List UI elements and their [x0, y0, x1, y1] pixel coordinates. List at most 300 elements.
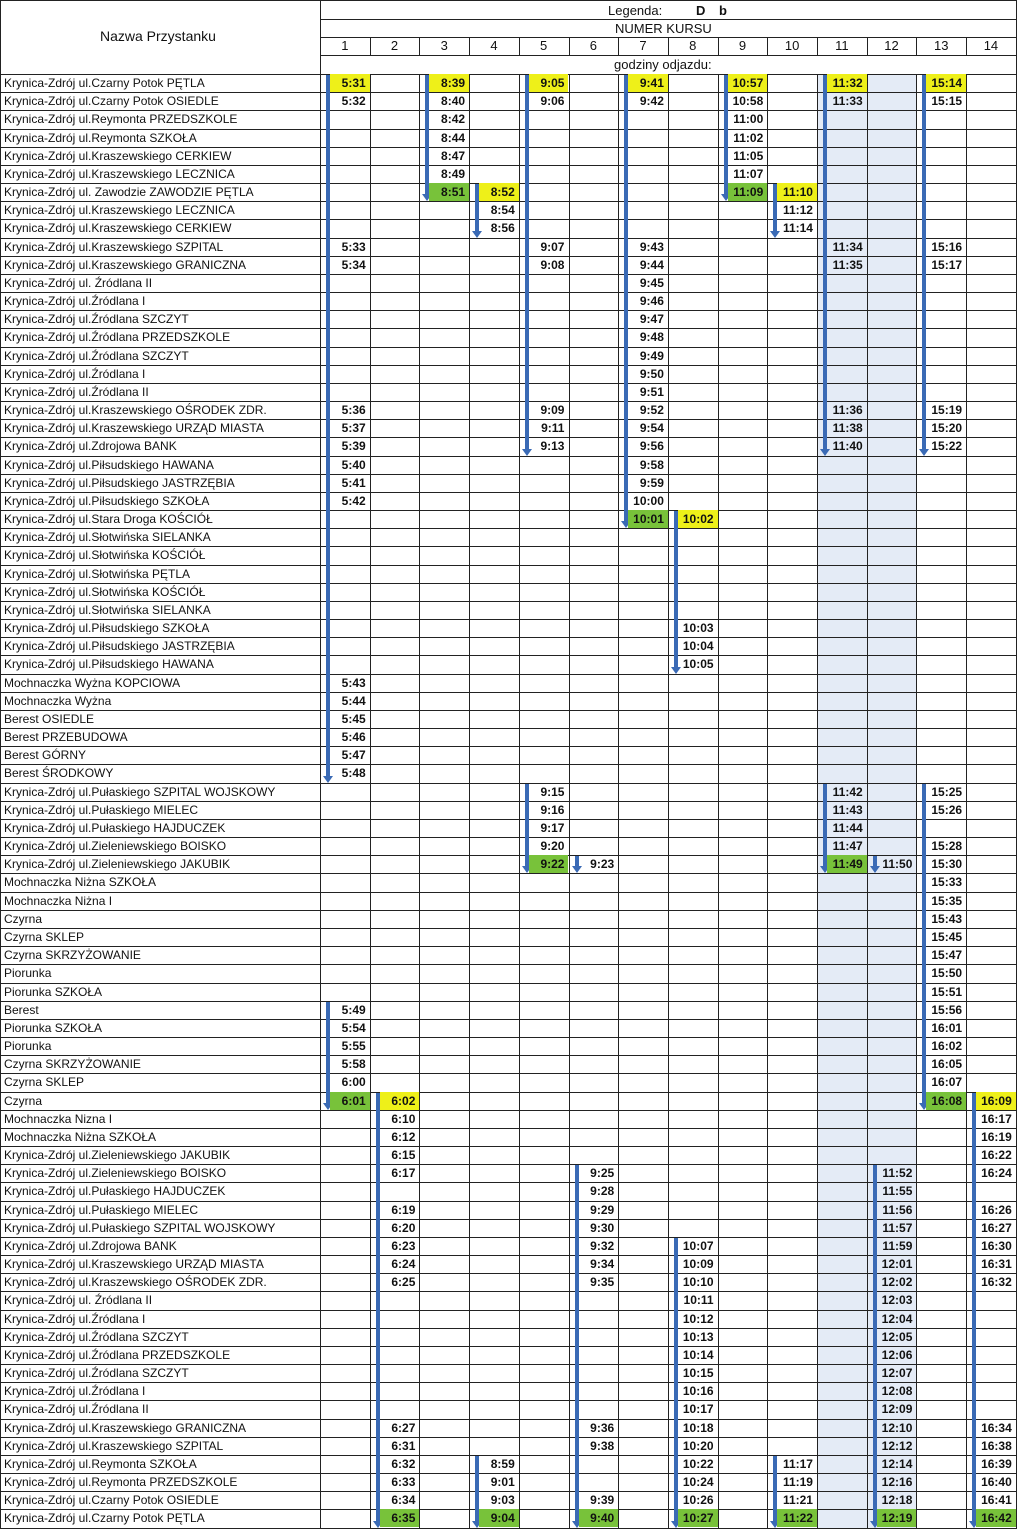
- departure-time: 11:36: [832, 403, 863, 418]
- departure-time: 10:58: [732, 94, 764, 109]
- departure-time: 9:35: [590, 1275, 615, 1290]
- departure-time: 9:51: [639, 384, 664, 399]
- departure-time: 5:46: [341, 730, 366, 745]
- departure-time: 12:04: [881, 1311, 913, 1326]
- departure-time: 15:50: [931, 966, 963, 981]
- departure-time: 16:08: [926, 1092, 966, 1110]
- column-divider: [618, 37, 619, 55]
- departure-time: 11:59: [882, 1238, 913, 1253]
- header-line: [320, 19, 1017, 20]
- departure-time: 16:32: [981, 1275, 1012, 1290]
- departure-time: 16:27: [981, 1220, 1012, 1235]
- stop-name: Krynica-Zdrój ul.Źródlana PRZEDSZKOLE: [4, 1347, 231, 1362]
- stop-name: Krynica-Zdrój ul.Zieleniewskiego JAKUBIK: [4, 857, 231, 872]
- departure-time: 9:56: [639, 439, 664, 454]
- departure-time: 6:12: [391, 1129, 416, 1144]
- departure-time: 11:44: [832, 820, 863, 835]
- stop-name: Krynica-Zdrój ul.Źródlana I: [4, 366, 146, 381]
- stop-name: Krynica-Zdrój ul.Reymonta SZKOŁA: [4, 130, 197, 145]
- departure-time: 11:57: [882, 1220, 913, 1235]
- departure-times-header: godziny odjazdu:: [614, 57, 712, 72]
- column-divider: [718, 37, 719, 55]
- stop-name: Krynica-Zdrój ul.Piłsudskiego JASTRZĘBIA: [4, 639, 235, 654]
- stop-name: Krynica-Zdrój ul.Kraszewskiego SZPITAL: [4, 239, 224, 254]
- departure-time: 12:08: [881, 1384, 913, 1399]
- departure-time: 10:17: [682, 1402, 714, 1417]
- departure-time: 11:10: [777, 183, 817, 201]
- departure-time: 6:32: [391, 1456, 416, 1471]
- departure-time: 8:47: [441, 148, 466, 163]
- stop-name: Krynica-Zdrój ul.Pułaskiego SZPITAL WOJSKOWY: [4, 784, 276, 799]
- departure-time: 10:05: [682, 657, 714, 672]
- departure-time: 9:08: [540, 257, 565, 272]
- departure-time: 9:39: [590, 1493, 615, 1508]
- departure-time: 15:51: [931, 984, 963, 999]
- departure-time: 6:00: [341, 1075, 366, 1090]
- departure-time: 15:20: [931, 421, 963, 436]
- departure-time: 15:22: [931, 439, 963, 454]
- stop-name: Krynica-Zdrój ul.Zdrojowa BANK: [4, 439, 177, 454]
- departure-time: 9:04: [479, 1509, 519, 1527]
- column-divider: [767, 37, 768, 55]
- departure-time: 6:24: [391, 1257, 416, 1272]
- departure-time: 9:15: [540, 784, 565, 799]
- departure-time: 6:33: [391, 1475, 416, 1490]
- departure-time: 16:02: [931, 1039, 963, 1053]
- departure-time: 5:55: [341, 1039, 366, 1053]
- legend-label: Legenda:: [608, 3, 663, 18]
- departure-time: 15:16: [931, 239, 963, 254]
- departure-time: 9:05: [529, 74, 569, 92]
- departure-time: 9:32: [590, 1238, 615, 1253]
- departure-time: 11:35: [832, 257, 863, 272]
- departure-time: 5:48: [341, 766, 366, 781]
- stop-name: Krynica-Zdrój ul.Piłsudskiego JASTRZĘBIA: [4, 475, 235, 490]
- departure-time: 10:57: [728, 74, 768, 92]
- departure-time: 9:42: [639, 94, 664, 109]
- departure-time: 12:09: [881, 1402, 913, 1417]
- departure-time: 11:40: [832, 439, 863, 454]
- departure-time: 10:12: [682, 1311, 714, 1326]
- course-number: 4: [490, 38, 498, 53]
- departure-time: 12:18: [881, 1493, 913, 1508]
- departure-time: 16:05: [931, 1057, 963, 1072]
- departure-time: 10:09: [682, 1257, 714, 1272]
- stop-name: Krynica-Zdrój ul.Kraszewskiego LECZNICA: [4, 203, 235, 218]
- departure-time: 16:26: [981, 1202, 1012, 1217]
- departure-time: 15:30: [931, 857, 963, 872]
- stop-name: Krynica-Zdrój ul.Czarny Potok PĘTLA: [4, 1511, 205, 1526]
- departure-time: 5:42: [341, 493, 366, 508]
- column-divider: [867, 37, 868, 55]
- stop-name: Mochnaczka Wyżna: [4, 693, 112, 708]
- stop-name: Berest PRZEBUDOWA: [4, 730, 128, 745]
- table-left-border: [0, 0, 1, 1528]
- column-divider: [519, 37, 520, 55]
- stop-name: Krynica-Zdrój ul.Źródlana SZCZYT: [4, 348, 189, 363]
- departure-time: 9:47: [639, 312, 664, 327]
- departure-time: 10:14: [682, 1347, 714, 1362]
- departure-time: 10:04: [682, 639, 714, 654]
- departure-time: 15:45: [931, 929, 963, 944]
- departure-time: 10:11: [683, 1293, 714, 1308]
- departure-time: 9:09: [540, 403, 565, 418]
- departure-time: 12:07: [881, 1366, 913, 1381]
- stop-name: Krynica-Zdrój ul.Piłsudskiego HAWANA: [4, 657, 214, 672]
- stop-name: Krynica-Zdrój ul.Piłsudskiego HAWANA: [4, 457, 214, 472]
- stop-name: Krynica-Zdrój ul.Stara Droga KOŚCIÓŁ: [4, 512, 213, 527]
- column-divider: [569, 37, 570, 55]
- stop-name: Krynica-Zdrój ul.Słotwińska KOŚCIÓŁ: [4, 584, 206, 599]
- legend-b: b: [719, 3, 727, 18]
- course-number: 7: [639, 38, 647, 53]
- stop-name: Czyrna SKRZYŻOWANIE: [4, 1057, 141, 1072]
- departure-time: 5:34: [341, 257, 366, 272]
- departure-time: 5:47: [341, 748, 366, 763]
- departure-time: 8:49: [441, 166, 466, 181]
- departure-time: 15:33: [931, 875, 963, 890]
- departure-time: 6:19: [391, 1202, 416, 1217]
- departure-time: 8:39: [429, 74, 469, 92]
- course-number: 2: [390, 38, 399, 53]
- column-divider: [966, 37, 967, 55]
- departure-time: 5:36: [341, 403, 366, 418]
- departure-time: 11:05: [733, 148, 764, 163]
- column-divider: [916, 37, 917, 55]
- departure-time: 15:28: [931, 839, 963, 854]
- departure-time: 11:19: [782, 1475, 813, 1490]
- departure-time: 10:26: [682, 1493, 714, 1508]
- departure-time: 8:40: [441, 94, 466, 109]
- departure-time: 12:14: [881, 1456, 913, 1471]
- departure-time: 9:43: [639, 239, 664, 254]
- stop-name: Krynica-Zdrój ul.Kraszewskiego URZĄD MIASTA: [4, 421, 264, 436]
- departure-time: 16:39: [981, 1456, 1012, 1471]
- departure-time: 12:05: [881, 1329, 913, 1344]
- departure-time: 9:30: [590, 1220, 615, 1235]
- stop-name: Krynica-Zdrój ul.Pułaskiego SZPITAL WOJSKOWY: [4, 1220, 276, 1235]
- departure-time: 9:36: [590, 1420, 615, 1435]
- departure-time: 9:28: [590, 1184, 615, 1199]
- departure-time: 16:01: [931, 1020, 963, 1035]
- stop-name: Krynica-Zdrój ul. Zawodzie ZAWODZIE PĘTLA: [4, 185, 254, 200]
- departure-time: 11:55: [882, 1184, 913, 1199]
- departure-time: 9:54: [639, 421, 664, 436]
- table-top-border: [0, 0, 1017, 1]
- departure-time: 8:54: [490, 203, 515, 218]
- departure-time: 11:38: [832, 421, 863, 436]
- departure-time: 11:14: [782, 221, 813, 236]
- stop-name: Czyrna SKLEP: [4, 929, 85, 944]
- departure-time: 5:44: [341, 693, 366, 708]
- stop-name: Krynica-Zdrój ul. Źródlana II: [4, 275, 153, 290]
- departure-time: 10:03: [682, 621, 714, 636]
- stop-name: Krynica-Zdrój ul.Reymonta PRZEDSZKOLE: [4, 112, 238, 127]
- stop-name: Krynica-Zdrój ul.Zieleniewskiego BOISKO: [4, 1166, 227, 1181]
- stop-name: Krynica-Zdrój ul.Piłsudskiego SZKOŁA: [4, 621, 210, 636]
- stop-name: Krynica-Zdrój ul.Kraszewskiego OŚRODEK ZDR.: [4, 403, 267, 418]
- stop-name: Mochnaczka Wyżna KOPCIOWA: [4, 675, 181, 690]
- stop-name: Piorunka SZKOŁA: [4, 1020, 103, 1035]
- stop-name: Czyrna SKRZYŻOWANIE: [4, 948, 141, 963]
- departure-time: 15:15: [931, 94, 963, 109]
- departure-time: 10:02: [678, 510, 718, 528]
- stop-name: Krynica-Zdrój ul.Czarny Potok OSIEDLE: [4, 1493, 219, 1508]
- stop-name: Piorunka SZKOŁA: [4, 984, 103, 999]
- departure-time: 10:15: [682, 1366, 714, 1381]
- departure-time: 15:56: [931, 1002, 963, 1017]
- departure-time: 5:49: [341, 1002, 366, 1017]
- departure-time: 11:09: [728, 183, 768, 201]
- departure-time: 11:50: [882, 857, 913, 872]
- departure-time: 5:45: [341, 711, 366, 726]
- departure-time: 10:18: [682, 1420, 714, 1435]
- departure-time: 12:01: [881, 1257, 913, 1272]
- departure-time: 10:13: [682, 1329, 714, 1344]
- stop-name: Krynica-Zdrój ul.Słotwińska KOŚCIÓŁ: [4, 548, 206, 563]
- column-divider: [370, 37, 371, 55]
- departure-time: 6:34: [391, 1493, 416, 1508]
- stop-name: Krynica-Zdrój ul.Pułaskiego HAJDUCZEK: [4, 820, 226, 835]
- course-number: 1: [341, 38, 349, 53]
- departure-time: 9:01: [490, 1475, 515, 1490]
- departure-time: 11:32: [827, 74, 867, 92]
- departure-time: 6:31: [391, 1438, 416, 1453]
- departure-time: 10:01: [628, 510, 668, 528]
- stop-name: Krynica-Zdrój ul.Źródlana SZCZYT: [4, 1366, 189, 1381]
- departure-time: 9:06: [540, 94, 565, 109]
- stop-name: Krynica-Zdrój ul.Źródlana II: [4, 1402, 149, 1417]
- departure-time: 9:29: [590, 1202, 615, 1217]
- departure-time: 9:03: [490, 1493, 515, 1508]
- departure-time: 15:19: [931, 403, 963, 418]
- departure-time: 9:48: [639, 330, 664, 345]
- stop-name: Krynica-Zdrój ul.Kraszewskiego SZPITAL: [4, 1438, 224, 1453]
- departure-time: 16:17: [981, 1111, 1012, 1126]
- header-line: [320, 55, 1017, 56]
- departure-time: 10:22: [682, 1456, 714, 1471]
- course-number: 6: [589, 38, 597, 53]
- stop-name: Krynica-Zdrój ul.Źródlana PRZEDSZKOLE: [4, 330, 231, 345]
- departure-time: 11:43: [832, 802, 863, 817]
- departure-time: 6:25: [391, 1275, 416, 1290]
- stop-name: Mochnaczka Niżna I: [4, 893, 113, 908]
- departure-time: 9:23: [590, 857, 615, 872]
- departure-time: 5:33: [341, 239, 366, 254]
- stop-name: Krynica-Zdrój ul.Reymonta SZKOŁA: [4, 1456, 197, 1471]
- departure-time: 16:30: [981, 1238, 1012, 1253]
- stop-name: Krynica-Zdrój ul.Kraszewskiego URZĄD MIASTA: [4, 1257, 264, 1272]
- stop-name: Mochnaczka Nizna I: [4, 1111, 113, 1126]
- stop-name: Krynica-Zdrój ul.Zieleniewskiego JAKUBIK: [4, 1148, 231, 1163]
- departure-time: 11:12: [782, 203, 813, 218]
- stop-name: Czyrna SKLEP: [4, 1075, 85, 1090]
- departure-time: 16:40: [981, 1475, 1012, 1490]
- stop-name: Krynica-Zdrój ul.Kraszewskiego GRANICZNA: [4, 1420, 247, 1435]
- departure-time: 11:47: [832, 839, 863, 854]
- stop-name: Krynica-Zdrój ul.Kraszewskiego CERKIEW: [4, 221, 232, 236]
- departure-time: 16:34: [981, 1420, 1012, 1435]
- course-number-header: NUMER KURSU: [615, 21, 712, 36]
- stop-name: Krynica-Zdrój ul. Źródlana II: [4, 1293, 153, 1308]
- stop-name: Berest ŚRODKOWY: [4, 766, 114, 781]
- departure-time: 9:40: [579, 1509, 619, 1527]
- departure-time: 8:42: [441, 112, 466, 127]
- stop-column-header: Nazwa Przystanku: [100, 28, 216, 44]
- stop-name: Krynica-Zdrój ul.Kraszewskiego GRANICZNA: [4, 257, 247, 272]
- departure-time: 5:40: [341, 457, 366, 472]
- departure-time: 16:22: [981, 1148, 1012, 1163]
- departure-time: 12:06: [881, 1347, 913, 1362]
- departure-time: 9:46: [639, 294, 664, 309]
- stop-name: Krynica-Zdrój ul.Piłsudskiego SZKOŁA: [4, 493, 210, 508]
- stop-name: Krynica-Zdrój ul.Reymonta PRZEDSZKOLE: [4, 1475, 238, 1490]
- stop-name: Krynica-Zdrój ul.Słotwińska SIELANKA: [4, 602, 211, 617]
- stop-name: Czyrna: [4, 911, 43, 926]
- column-divider: [469, 37, 470, 55]
- course-number: 5: [540, 38, 548, 53]
- departure-time: 11:02: [733, 130, 764, 145]
- stop-name: Krynica-Zdrój ul.Zieleniewskiego BOISKO: [4, 839, 227, 854]
- departure-time: 9:45: [639, 275, 664, 290]
- departure-time: 9:58: [639, 457, 664, 472]
- stop-name: Krynica-Zdrój ul.Czarny Potok PĘTLA: [4, 76, 205, 90]
- departure-time: 9:41: [628, 74, 668, 92]
- departure-time: 9:07: [540, 239, 565, 254]
- course-number: 3: [440, 38, 448, 53]
- departure-time: 11:21: [782, 1493, 813, 1508]
- departure-time: 9:44: [639, 257, 664, 272]
- departure-time: 9:22: [529, 855, 569, 873]
- departure-time: 10:24: [682, 1475, 714, 1490]
- departure-time: 6:01: [330, 1092, 370, 1110]
- course-number: 13: [934, 38, 949, 53]
- stop-name: Piorunka: [4, 1039, 52, 1053]
- departure-time: 9:13: [540, 439, 565, 454]
- departure-time: 10:10: [682, 1275, 714, 1290]
- legend-d: D: [696, 3, 706, 18]
- departure-time: 11:00: [733, 112, 764, 127]
- departure-time: 9:20: [540, 839, 565, 854]
- departure-time: 9:16: [540, 802, 565, 817]
- course-number: 8: [689, 38, 697, 53]
- departure-time: 16:19: [981, 1129, 1012, 1144]
- departure-time: 9:34: [590, 1257, 615, 1272]
- departure-time: 16:41: [981, 1493, 1012, 1508]
- departure-time: 10:27: [678, 1509, 718, 1527]
- departure-time: 5:54: [341, 1020, 366, 1035]
- departure-time: 6:02: [380, 1092, 420, 1110]
- stop-name: Krynica-Zdrój ul.Kraszewskiego CERKIEW: [4, 148, 232, 163]
- departure-time: 6:27: [391, 1420, 416, 1435]
- departure-time: 15:25: [931, 784, 963, 799]
- departure-time: 8:56: [490, 221, 515, 236]
- departure-time: 15:43: [931, 911, 963, 926]
- stop-name: Berest OSIEDLE: [4, 711, 95, 726]
- departure-time: 8:52: [479, 183, 519, 201]
- departure-time: 11:22: [777, 1509, 817, 1527]
- departure-time: 6:35: [380, 1509, 420, 1527]
- departure-time: 15:47: [931, 948, 963, 963]
- departure-time: 12:03: [881, 1293, 913, 1308]
- departure-time: 9:52: [639, 403, 664, 418]
- departure-time: 16:07: [931, 1075, 963, 1090]
- departure-time: 15:17: [931, 257, 963, 272]
- course-number: 9: [738, 38, 747, 53]
- departure-time: 6:17: [391, 1166, 416, 1181]
- stop-name: Krynica-Zdrój ul.Źródlana I: [4, 1311, 146, 1326]
- departure-time: 10:20: [682, 1438, 714, 1453]
- course-number: 11: [835, 38, 849, 53]
- departure-time: 9:11: [541, 421, 565, 436]
- departure-time: 11:49: [827, 855, 867, 873]
- departure-time: 12:12: [881, 1438, 913, 1453]
- departure-time: 11:07: [733, 166, 764, 181]
- departure-time: 9:59: [639, 475, 664, 490]
- departure-time: 11:33: [832, 94, 863, 109]
- departure-time: 9:49: [639, 348, 664, 363]
- departure-time: 10:00: [633, 493, 664, 508]
- course-number: 14: [983, 38, 999, 53]
- departure-time: 5:39: [341, 439, 366, 454]
- stop-name: Berest GÓRNY: [4, 748, 87, 763]
- departure-time: 15:26: [931, 802, 963, 817]
- departure-time: 5:37: [341, 421, 366, 436]
- stop-column-divider: [320, 0, 321, 1528]
- stop-name: Krynica-Zdrój ul.Czarny Potok OSIEDLE: [4, 94, 219, 109]
- stop-name: Mochnaczka Niżna SZKOŁA: [4, 875, 157, 890]
- column-divider: [419, 37, 420, 55]
- departure-time: 11:52: [882, 1166, 913, 1181]
- column-divider: [668, 37, 669, 55]
- course-number: 12: [884, 38, 899, 53]
- departure-time: 8:51: [429, 183, 469, 201]
- departure-time: 6:23: [391, 1238, 416, 1253]
- stop-name: Krynica-Zdrój ul.Zdrojowa BANK: [4, 1238, 177, 1253]
- departure-time: 11:34: [832, 239, 863, 254]
- departure-time: 5:41: [341, 475, 366, 490]
- departure-time: 9:17: [540, 820, 565, 835]
- departure-time: 6:15: [391, 1148, 416, 1163]
- course-number: 10: [784, 38, 800, 53]
- departure-time: 8:44: [441, 130, 466, 145]
- stop-name: Krynica-Zdrój ul.Pułaskiego MIELEC: [4, 802, 199, 817]
- row-divider: [0, 1528, 1017, 1529]
- departure-time: 16:31: [981, 1257, 1012, 1272]
- departure-time: 16:24: [981, 1166, 1012, 1181]
- departure-time: 11:17: [782, 1456, 813, 1471]
- stop-name: Krynica-Zdrój ul.Kraszewskiego LECZNICA: [4, 166, 235, 181]
- stop-name: Piorunka: [4, 966, 52, 981]
- departure-time: 15:14: [926, 74, 966, 92]
- departure-time: 5:32: [341, 94, 366, 109]
- departure-time: 5:43: [341, 675, 366, 690]
- stop-name: Krynica-Zdrój ul.Źródlana I: [4, 294, 146, 309]
- stop-name: Krynica-Zdrój ul.Pułaskiego HAJDUCZEK: [4, 1184, 226, 1199]
- stop-name: Krynica-Zdrój ul.Słotwińska PĘTLA: [4, 566, 191, 581]
- stop-name: Krynica-Zdrój ul.Źródlana SZCZYT: [4, 312, 189, 327]
- stop-name: Krynica-Zdrój ul.Kraszewskiego OŚRODEK ZDR.: [4, 1275, 267, 1290]
- departure-time: 8:59: [490, 1456, 515, 1471]
- column-divider: [817, 37, 818, 55]
- stop-name: Krynica-Zdrój ul.Źródlana II: [4, 384, 149, 399]
- departure-time: 5:31: [330, 74, 370, 92]
- departure-time: 16:09: [976, 1092, 1016, 1110]
- departure-time: 9:25: [590, 1166, 615, 1181]
- departure-time: 11:56: [882, 1202, 913, 1217]
- stop-name: Berest: [4, 1002, 39, 1017]
- departure-time: 10:07: [682, 1238, 714, 1253]
